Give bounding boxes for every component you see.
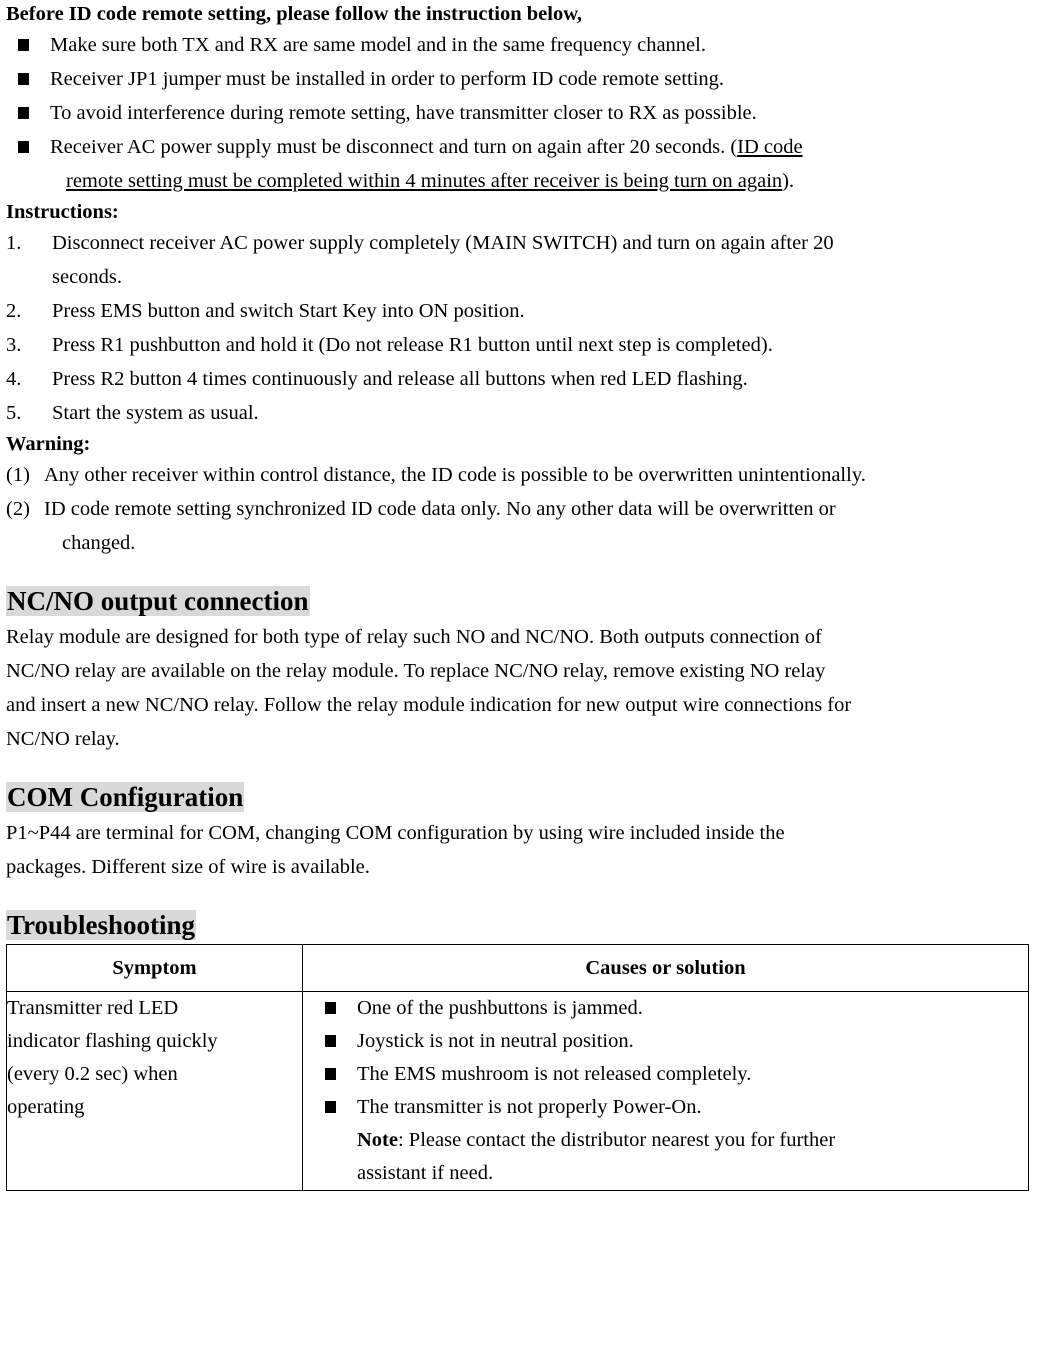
symptom-line: operating [7, 1096, 85, 1118]
list-item-ac-power-continuation [50, 164, 1042, 198]
list-item [0, 458, 1046, 492]
list-item-label: One of the pushbuttons is jammed. [357, 997, 643, 1019]
list-item-label: The transmitter is not properly Power-On. [357, 1096, 702, 1118]
list-item [0, 96, 1046, 130]
paragraph-line: P1~P44 are terminal for COM, changing COM configuration by using wire included inside the [6, 822, 785, 844]
paragraph-line: NC/NO relay are available on the relay module. To replace NC/NO relay, remove existing NO relay [6, 660, 826, 682]
list-item-label: To avoid interference during remote setting, have transmitter closer to RX as possible. [50, 102, 757, 124]
table-header-row [7, 945, 1029, 992]
symptom-line: Transmitter red LED [7, 997, 179, 1019]
square-bullet-icon [325, 1035, 336, 1047]
list-item-underlined-part2: remote setting must be completed within 4 minutes after receiver is being turn on again [66, 170, 783, 192]
square-bullet-icon [18, 141, 29, 153]
list-item-label: Press R2 button 4 times continuously and release all buttons when red LED flashing. [52, 368, 748, 390]
section-heading-troubleshooting [0, 906, 1046, 944]
list-item-number: 2. [6, 300, 22, 322]
section-heading-ncno-label: NC/NO output connection [7, 586, 309, 616]
symptom-line: (every 0.2 sec) when [7, 1063, 178, 1085]
list-item-label-part2: ). [782, 170, 795, 192]
list-item-ac-power [0, 130, 1046, 198]
symptom-line: indicator flashing quickly [7, 1030, 218, 1052]
paragraph-line: and insert a new NC/NO relay. Follow the relay module indication for new output wire connections for [6, 694, 852, 716]
section-heading-com [0, 778, 1046, 816]
list-item [303, 992, 1028, 1025]
list-item-number: 3. [6, 334, 22, 356]
list-item [0, 294, 1046, 328]
list-item-label: Start the system as usual. [52, 402, 259, 424]
paragraph-line: Relay module are designed for both type of relay such NO and NC/NO. Both outputs connection of [6, 626, 822, 648]
square-bullet-icon [325, 1068, 336, 1080]
instructions-list [0, 226, 1046, 430]
list-item [303, 1091, 1028, 1124]
list-item-label: Disconnect receiver AC power supply completely (MAIN SWITCH) and turn on again after 20 [52, 232, 834, 254]
list-item-marker: (2) [6, 498, 30, 520]
list-item-label: The EMS mushroom is not released completely. [357, 1063, 752, 1085]
list-item-label: Joystick is not in neutral position. [357, 1030, 634, 1052]
list-item-label: Any other receiver within control distance, the ID code is possible to be overwritten unintentionally. [44, 464, 866, 486]
list-item [303, 1058, 1028, 1091]
square-bullet-icon [325, 1002, 336, 1014]
list-item-marker: (1) [6, 464, 30, 486]
note-text: : Please contact the distributor nearest you for further [397, 1129, 836, 1151]
paragraph-line: NC/NO relay. [6, 728, 120, 750]
section-heading-com-label: COM Configuration [7, 782, 244, 812]
list-item-number: 5. [6, 402, 22, 424]
paragraph-line: packages. Different size of wire is available. [6, 856, 370, 878]
list-item-label: Receiver JP1 jumper must be installed in order to perform ID code remote setting. [50, 68, 725, 90]
warning-heading: Warning: [6, 433, 91, 455]
list-item-number: 1. [6, 232, 22, 254]
table-row [7, 992, 1029, 1191]
note-line [303, 1124, 1028, 1157]
spacer [0, 756, 1046, 778]
troubleshooting-table [6, 944, 1029, 1191]
list-item [0, 62, 1046, 96]
warning-list [0, 458, 1046, 560]
list-item-continuation: seconds. [52, 266, 123, 288]
list-item-label: Press EMS button and switch Start Key into ON position. [52, 300, 525, 322]
square-bullet-icon [18, 107, 29, 119]
list-item [0, 396, 1046, 430]
list-item [0, 362, 1046, 396]
cell-causes [303, 992, 1029, 1191]
list-item [0, 226, 1046, 294]
column-header-symptom: Symptom [7, 945, 303, 992]
instructions-heading: Instructions: [6, 201, 119, 223]
list-item [0, 328, 1046, 362]
pre-setting-bullet-list [0, 28, 1046, 198]
spacer [0, 560, 1046, 582]
intro-heading: Before ID code remote setting, please follow the instruction below, [6, 3, 583, 25]
square-bullet-icon [325, 1101, 336, 1113]
list-item-number: 4. [6, 368, 22, 390]
spacer [0, 884, 1046, 906]
section-heading-troubleshooting-label: Troubleshooting [7, 910, 196, 940]
list-item [0, 28, 1046, 62]
list-item-underlined-part1: ID code [737, 136, 803, 158]
column-header-causes: Causes or solution [303, 945, 1029, 992]
list-item-label-part1: Receiver AC power supply must be disconnect and turn on again after 20 seconds. ( [50, 136, 738, 158]
list-item-label: Press R1 pushbutton and hold it (Do not release R1 button until next step is completed). [52, 334, 773, 356]
note-label: Note [357, 1129, 398, 1151]
list-item-continuation: changed. [62, 532, 136, 554]
list-item [0, 492, 1046, 560]
list-item-label: Make sure both TX and RX are same model and in the same frequency channel. [50, 34, 706, 56]
note-line-continuation: assistant if need. [357, 1162, 494, 1184]
list-item-label: ID code remote setting synchronized ID code data only. No any other data will be overwritten or [44, 498, 836, 520]
section-heading-ncno [0, 582, 1046, 620]
square-bullet-icon [18, 73, 29, 85]
cell-symptom [7, 992, 303, 1191]
square-bullet-icon [18, 39, 29, 51]
list-item [303, 1025, 1028, 1058]
